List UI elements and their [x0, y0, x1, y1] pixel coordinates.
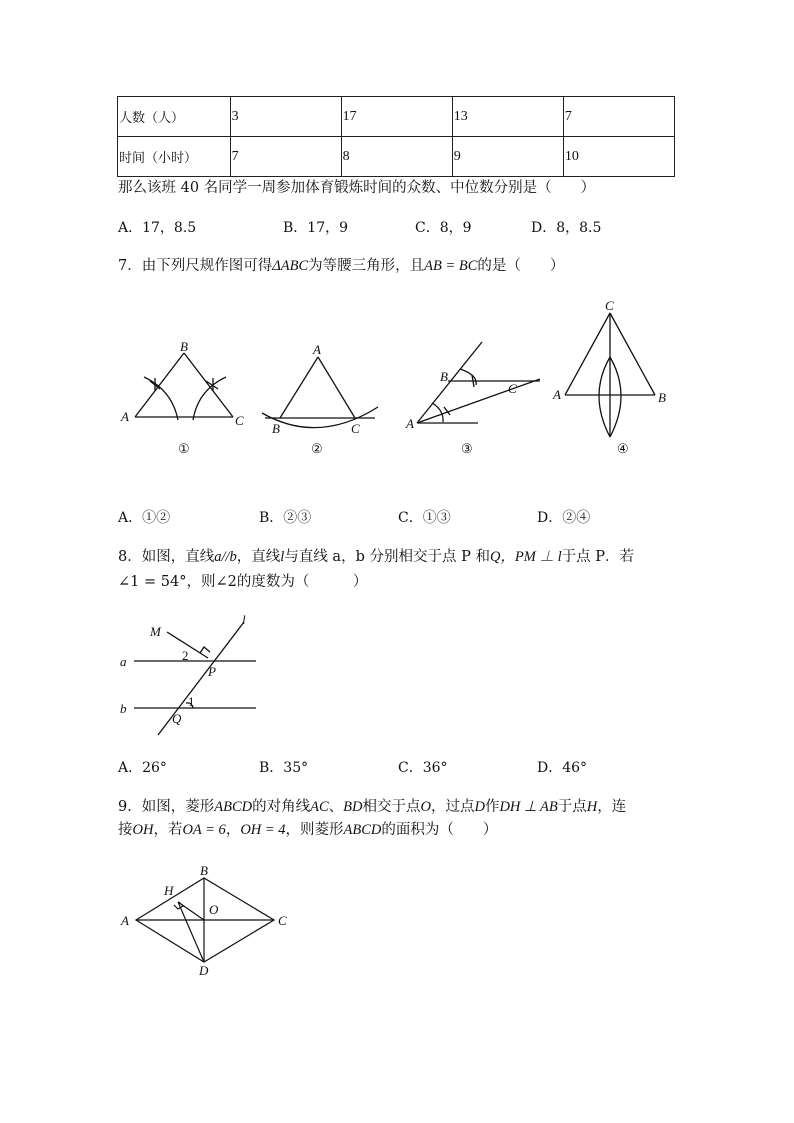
- q9-math: AC: [310, 799, 329, 815]
- q8-math: a//b: [214, 549, 237, 565]
- q7-figure-2: [262, 357, 378, 428]
- q9-label-c: C: [278, 913, 287, 928]
- q8-math: Q，PM ⊥ l: [489, 549, 562, 565]
- q7-figure-1: [135, 353, 233, 420]
- table-cell: 17: [341, 97, 452, 137]
- q6-option-d: D．8，8.5: [531, 220, 602, 236]
- q9-question-line-2: [118, 820, 497, 840]
- q8-label-q: Q: [172, 711, 182, 726]
- q7-f3-label-b: B: [440, 369, 448, 384]
- q9-math: DH ⊥ AB: [499, 799, 558, 815]
- q8-label-a: a: [120, 654, 127, 669]
- q7-f4-number: ④: [617, 441, 629, 456]
- q7-f1-label-a: A: [121, 409, 129, 424]
- q7-text-b: 为等腰三角形，且: [308, 258, 425, 274]
- q9-text: 9．如图，菱形: [118, 799, 215, 815]
- q9-math: ABCD: [214, 799, 253, 815]
- q7-f3-number: ③: [461, 441, 473, 456]
- q8-label-angle-1: 1: [188, 694, 195, 709]
- q9-text: 于点: [557, 799, 587, 815]
- q9-math: H: [586, 799, 598, 815]
- q9-text: 的面积为（ ）: [381, 822, 498, 838]
- q9-text: 、: [328, 799, 344, 815]
- q8-label-angle-2: 2: [182, 648, 189, 663]
- q7-option-d: D．②④: [537, 510, 591, 526]
- q8-text: 8．如图，直线: [118, 549, 215, 565]
- q7-f2-number: ②: [311, 441, 323, 456]
- q8-option-d: D．46°: [537, 760, 588, 776]
- q9-math: OH: [132, 822, 154, 838]
- q9-math: BD: [343, 799, 363, 815]
- q9-text: ，过点: [430, 799, 475, 815]
- q7-figures: [110, 295, 680, 465]
- data-table: [117, 96, 675, 177]
- q9-math: OA = 6: [182, 822, 226, 838]
- q7-question: [118, 256, 564, 276]
- q9-text: 接: [118, 822, 133, 838]
- q9-math: D: [474, 799, 485, 815]
- table-row-header: 人数（人）: [118, 97, 231, 137]
- q8-label-p: P: [208, 664, 216, 679]
- q7-f1-number: ①: [178, 441, 190, 456]
- q7-figure-4: [565, 313, 655, 437]
- q9-figure: [112, 862, 302, 982]
- q8-label-b: b: [120, 701, 127, 716]
- q6-question: 那么该班 40 名同学一周参加体育锻炼时间的众数、中位数分别是（ ）: [118, 180, 596, 196]
- q9-question-line-1: [118, 797, 626, 817]
- q9-text: ，则菱形: [285, 822, 344, 838]
- table-row: [118, 97, 675, 137]
- q8-text: 于点 P．若: [561, 549, 635, 565]
- table-cell: 7: [563, 97, 674, 137]
- q8-text: 与直线 a，b 分别相交于点 P 和: [284, 549, 490, 565]
- table-cell: 10: [563, 137, 674, 177]
- table-cell: 7: [230, 137, 341, 177]
- q7-option-b: B．②③: [259, 510, 312, 526]
- q8-figure: [112, 610, 272, 740]
- q7-f4-label-a: A: [553, 387, 561, 402]
- q7-f3-label-a: A: [406, 416, 414, 431]
- q7-f2-label-b: B: [272, 421, 280, 436]
- q9-label-d: D: [199, 963, 209, 978]
- q8-option-b: B．35°: [259, 760, 309, 776]
- q8-label-l: l: [242, 612, 246, 627]
- q9-math: O: [420, 799, 431, 815]
- q8-text: ，直线: [236, 549, 281, 565]
- q8-math: l: [280, 549, 285, 565]
- q7-f3-label-c: C: [508, 381, 517, 396]
- q8-option-a: A．26°: [118, 760, 167, 776]
- table-row-header: 时间（小时）: [118, 137, 231, 177]
- q9-text: ，若: [153, 822, 183, 838]
- q8-question-line-1: [118, 547, 634, 567]
- q7-f2-label-c: C: [351, 421, 360, 436]
- table-cell: 9: [452, 137, 563, 177]
- table-cell: 3: [230, 97, 341, 137]
- q7-f4-label-c: C: [605, 298, 614, 313]
- q9-label-b: B: [200, 863, 208, 878]
- q7-f2-label-a: A: [313, 342, 321, 357]
- q7-text-c: 的是（ ）: [477, 258, 565, 274]
- q7-option-a: A．①②: [118, 510, 171, 526]
- q7-figure-3: [417, 342, 540, 423]
- q7-text-a: 7．由下列尺规作图可得: [118, 258, 273, 274]
- q6-option-b: B．17，9: [283, 220, 349, 236]
- table-cell: 13: [452, 97, 563, 137]
- q9-math: OH = 4: [240, 822, 286, 838]
- q7-f1-label-c: C: [235, 413, 244, 428]
- q6-option-c: C．8，9: [415, 220, 472, 236]
- q9-text: 相交于点: [362, 799, 421, 815]
- q7-option-c: C．①③: [398, 510, 451, 526]
- q9-label-o: O: [209, 902, 219, 917]
- q7-f1-label-b: B: [180, 339, 188, 354]
- q9-text: 的对角线: [252, 799, 311, 815]
- q9-text: ，: [225, 822, 241, 838]
- q9-math: ABCD: [343, 822, 382, 838]
- q8-option-c: C．36°: [398, 760, 448, 776]
- q7-f4-label-b: B: [658, 390, 666, 405]
- q9-label-a: A: [121, 913, 129, 928]
- q7-math-abc: ΔABC: [272, 258, 309, 274]
- q9-text: ，连: [597, 799, 627, 815]
- q9-label-h: H: [164, 883, 174, 898]
- q9-text: 作: [484, 799, 500, 815]
- q8-question-line-2: ∠1 = 54°，则∠2的度数为（ ）: [118, 574, 368, 590]
- table-cell: 8: [341, 137, 452, 177]
- q8-label-m: M: [150, 624, 161, 639]
- q7-math-ab-bc: AB = BC: [424, 258, 478, 274]
- q6-option-a: A．17，8.5: [118, 220, 197, 236]
- table-row: [118, 137, 675, 177]
